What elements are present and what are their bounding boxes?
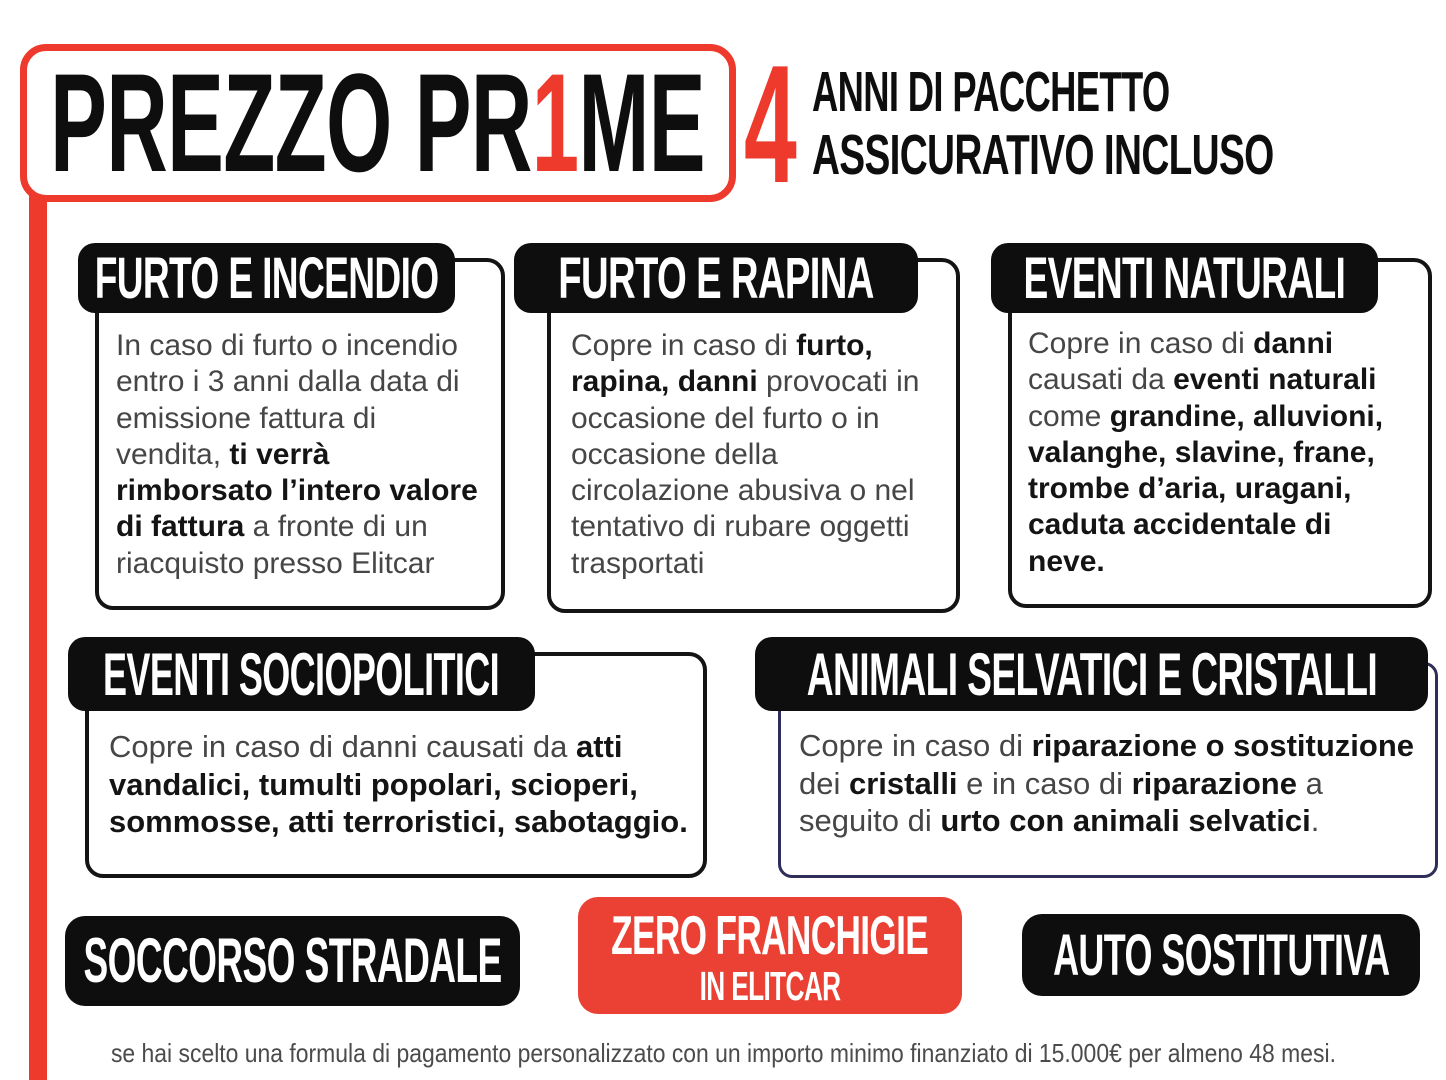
card-text: Copre in caso di danni causati da eventi naturali come grandine, alluvioni, valanghe, slavine, frane, trombe d’aria, uragani, caduta accidentale di neve. — [1028, 327, 1384, 578]
footer-disclaimer: se hai scelto una formula di pagamento personalizzato con un importo minimo finanziato di 15.000€ per almeno 48 mesi. — [110, 1038, 1336, 1068]
card-text: In caso di furto o incendio entro i 3 anni dalla data di emissione fattura di vendita, ti verrà rimborsato l’intero valore di fattura a fronte di un riacquisto presso Elitcar — [116, 329, 478, 580]
card-label-text: FURTO E INCENDIO — [94, 245, 439, 311]
badge-text-line-2: IN ELITCAR — [699, 962, 841, 1009]
header-subtitle — [812, 60, 1446, 187]
card-text: Copre in caso di riparazione o sostituzione dei cristalli e in caso di riparazione a seguito di urto con animali selvatici. — [799, 728, 1415, 838]
badge-text: AUTO SOSTITUTIVA — [1052, 922, 1390, 988]
red-accent-bar — [29, 192, 47, 1080]
card-label-furto-e-rapina — [514, 243, 918, 313]
big-number-4: 4 — [744, 30, 797, 218]
badge-zero-franchigie — [578, 897, 962, 1014]
badge-text: SOCCORSO STRADALE — [83, 926, 502, 996]
card-text: Copre in caso di furto, rapina, danni provocati in occasione del furto o in occasione della circolazione abusiva o nel tentativo di rubare oggetti trasportati — [571, 329, 920, 580]
card-label-animali-selvatici — [755, 637, 1428, 711]
subtitle-line-1: ANNI DI PACCHETTO — [812, 60, 1170, 124]
badge-soccorso-stradale — [65, 916, 520, 1006]
card-label-text: EVENTI SOCIOPOLITICI — [103, 640, 500, 708]
title-box — [20, 44, 736, 202]
badge-auto-sostitutiva — [1022, 914, 1420, 996]
title-segment-red-1: 1 — [532, 44, 579, 201]
page-title — [51, 42, 706, 204]
badge-text-line-1: ZERO FRANCHIGIE — [611, 903, 929, 966]
card-label-text: FURTO E RAPINA — [558, 245, 874, 311]
card-label-eventi-sociopolitici — [68, 637, 535, 711]
title-segment: PREZZO PR — [50, 44, 533, 201]
title-segment: ME — [578, 44, 706, 201]
card-label-furto-e-incendio — [78, 243, 455, 313]
footer — [0, 1038, 1446, 1069]
card-label-eventi-naturali — [991, 243, 1378, 313]
card-label-text: EVENTI NATURALI — [1023, 245, 1346, 311]
card-text: Copre in caso di danni causati da atti vandalici, tumulti popolari, scioperi, sommosse, atti terroristici, sabotaggio. — [109, 729, 688, 839]
card-label-text: ANIMALI SELVATICI E CRISTALLI — [806, 640, 1377, 708]
subtitle-line-2: ASSICURATIVO INCLUSO — [812, 123, 1274, 187]
